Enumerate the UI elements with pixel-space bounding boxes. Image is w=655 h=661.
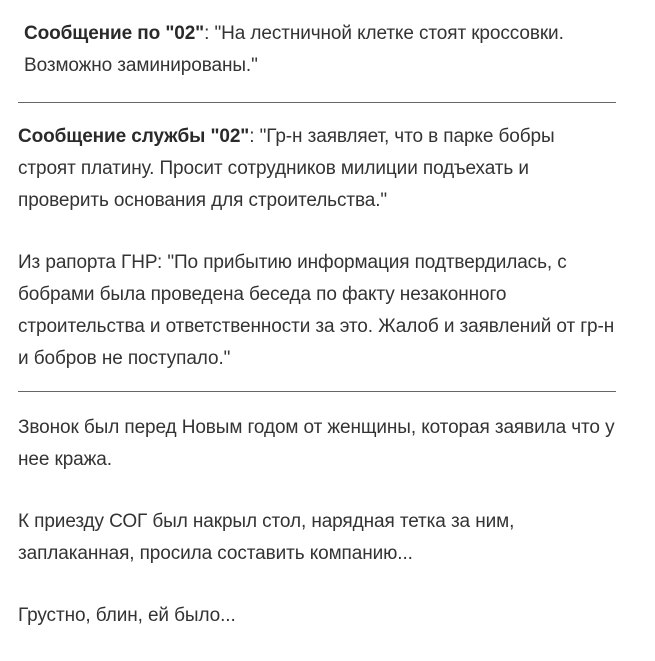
story-2-lead: Сообщение службы "02" bbox=[18, 126, 250, 147]
story-2-colon: : bbox=[249, 126, 260, 147]
story-2-paragraph bbox=[18, 121, 617, 217]
story-1-lead: Сообщение по "02" bbox=[24, 23, 205, 44]
story-1 bbox=[18, 18, 617, 82]
story-1-colon: : bbox=[204, 23, 215, 44]
story-2-report: Из рапорта ГНР: "По прибытию информация подтвердилась, с бобрами была проведена беседа по факту незаконного строительства и ответственности за это. Жалоб и заявлений от гр-н и бобров не поступало." bbox=[18, 252, 615, 369]
divider-2 bbox=[18, 391, 616, 392]
story-3-paragraph-2: К приезду СОГ был накрыл стол, нарядная тетка за ним, заплаканная, просила составить компанию... bbox=[18, 511, 515, 564]
divider-1 bbox=[18, 102, 616, 103]
story-1-paragraph bbox=[24, 18, 617, 82]
story-1-text: "На лестничной клетке стоят кроссовки. Возможно заминированы." bbox=[24, 23, 564, 76]
story-2 bbox=[18, 121, 617, 375]
story-3-paragraph-3: Грустно, блин, ей было... bbox=[18, 605, 236, 626]
story-3-paragraph-1: Звонок был перед Новым годом от женщины, которая заявила что у нее кража. bbox=[18, 417, 615, 470]
story-3 bbox=[18, 412, 617, 632]
story-2-text: "Гр-н заявляет, что в парке бобры строят платину. Просит сотрудников милиции подъехать и проверить основания для строительства." bbox=[18, 126, 555, 211]
